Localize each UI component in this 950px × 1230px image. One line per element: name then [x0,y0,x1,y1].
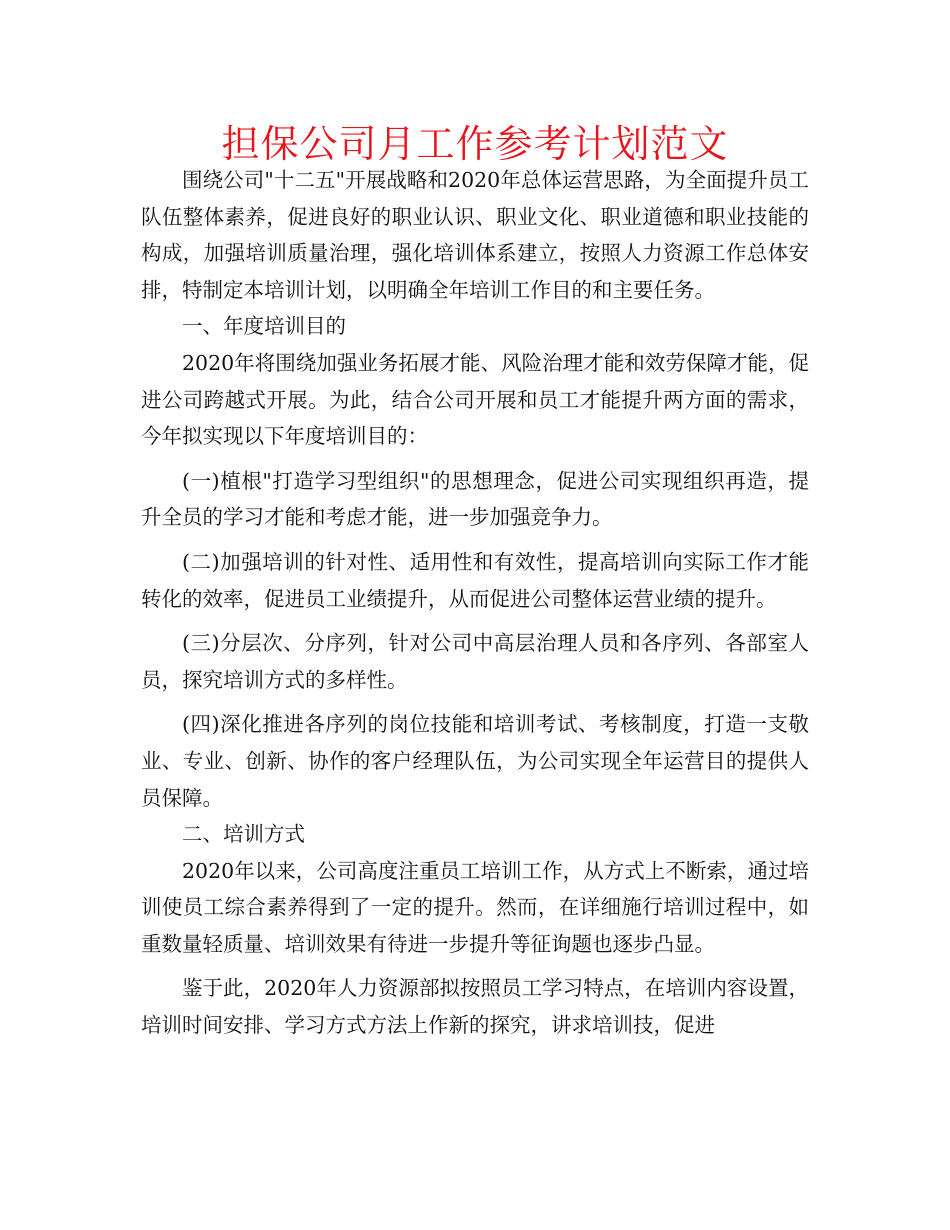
goal-item-4: (四)深化推进各序列的岗位技能和培训考试、考核制度，打造一支敬业、专业、创新、协作的客户经理队伍，为公司实现全年运营目的提供人员保障。 [141,712,809,810]
methods-followup-paragraph: 鉴于此，2020年人力资源部拟按照员工学习特点，在培训内容设置，培训时间安排、学习方式方法上作新的探究，讲求培训技，促进 [141,976,809,1038]
section-heading-training-goals: 一、年度培训目的 [182,314,346,339]
goal-item-2: (二)加强培训的针对性、适用性和有效性，提高培训向实际工作才能转化的效率，促进员工业绩提升，从而促进公司整体运营业绩的提升。 [141,549,809,611]
section-heading-training-methods: 二、培训方式 [182,822,305,847]
goal-item-3: (三)分层次、分序列，针对公司中高层治理人员和各序列、各部室人员，探究培训方式的多样性。 [141,631,809,692]
methods-paragraph: 2020年以来，公司高度注重员工培训工作，从方式上不断索，通过培训使员工综合素养得到了一定的提升。然而，在详细施行培训过程中，如重数量轻质量、培训效果有待进一步提升等征询题也逐步凸显。 [141,858,809,956]
goals-paragraph: 2020年将围绕加强业务拓展才能、风险治理才能和效劳保障才能，促进公司跨越式开展。为此，结合公司开展和员工才能提升两方面的需求，今年拟实现以下年度培训目的： [141,350,809,449]
goal-item-1: (一)植根"打造学习型组织"的思想理念，促进公司实现组织再造，提升全员的学习才能和考虑才能，进一步加强竞争力。 [141,468,809,530]
document-body [141,162,809,1044]
document-title: 担保公司月工作参考计划范文 [221,122,729,166]
intro-paragraph: 围绕公司"十二五"开展战略和2020年总体运营思路，为全面提升员工队伍整体素养，促进良好的职业认识、职业文化、职业道德和职业技能的构成，加强培训质量治理，强化培训体系建立，按照人力资源工作总体安排，特制定本培训计划，以明确全年培训工作目的和主要任务。 [141,168,809,302]
